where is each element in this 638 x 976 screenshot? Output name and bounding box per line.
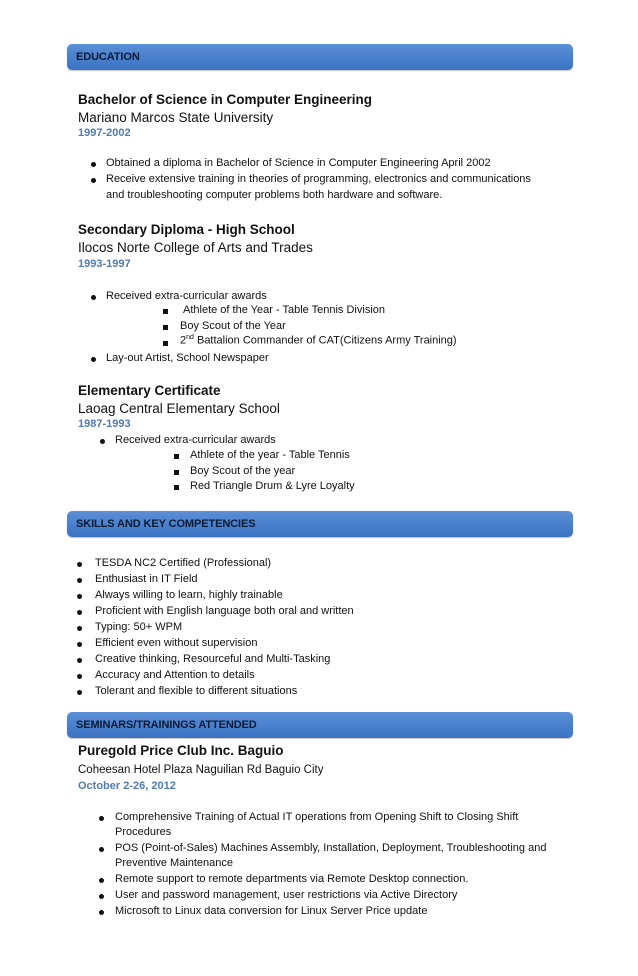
bullet-icon xyxy=(100,439,105,444)
bullet-icon xyxy=(77,578,82,583)
bullet-icon xyxy=(77,658,82,663)
list-item: Obtained a diploma in Bachelor of Science in Computer Engineering April 2002 xyxy=(106,157,491,169)
square-bullet-icon xyxy=(163,341,168,346)
bullet-icon xyxy=(77,562,82,567)
square-bullet-icon xyxy=(174,485,179,490)
award-item: Red Triangle Drum & Lyre Loyalty xyxy=(190,480,355,492)
bullet-icon xyxy=(77,674,82,679)
institution-name: Mariano Marcos State University xyxy=(78,110,274,125)
skill-item: Efficient even without supervision xyxy=(95,637,258,649)
bullet-icon xyxy=(99,894,104,899)
institution-name: Laoag Central Elementary School xyxy=(78,401,280,416)
seminar-date: October 2-26, 2012 xyxy=(78,780,176,792)
seminar-title: Puregold Price Club Inc. Baguio xyxy=(78,743,284,758)
seminars-section-header: SEMINARS/TRAININGS ATTENDED xyxy=(67,712,573,738)
bullet-icon xyxy=(77,626,82,631)
bullet-icon xyxy=(91,357,96,362)
award-item: Boy Scout of the year xyxy=(190,465,296,477)
education-section-header: EDUCATION xyxy=(67,44,573,70)
list-item-continuation: Preventive Maintenance xyxy=(115,857,234,869)
list-item: Comprehensive Training of Actual IT operations from Opening Shift to Closing Shift xyxy=(115,811,519,823)
skill-item: Proficient with English language both oral and written xyxy=(95,605,354,617)
bullet-icon xyxy=(77,642,82,647)
skill-item: TESDA NC2 Certified (Professional) xyxy=(95,557,272,569)
list-item: Receive extensive training in theories of programming, electronics and communications xyxy=(106,173,531,185)
degree-title: Bachelor of Science in Computer Engineering xyxy=(78,92,373,107)
bullet-icon xyxy=(77,610,82,615)
list-item: Received extra-curricular awards xyxy=(115,434,276,446)
bullet-icon xyxy=(77,594,82,599)
list-item: Microsoft to Linux data conversion for Linux Server Price update xyxy=(115,905,428,917)
skill-item: Always willing to learn, highly trainable xyxy=(95,589,283,601)
seminar-venue: Coheesan Hotel Plaza Naguilian Rd Baguio City xyxy=(78,764,324,776)
bullet-icon xyxy=(91,295,96,300)
award-item: Boy Scout of the Year xyxy=(180,320,286,332)
bullet-icon xyxy=(91,162,96,167)
list-item: User and password management, user restrictions via Active Directory xyxy=(115,889,458,901)
skill-item: Creative thinking, Resourceful and Multi-Tasking xyxy=(95,653,331,665)
skill-item: Tolerant and flexible to different situations xyxy=(95,685,298,697)
date-range: 1997-2002 xyxy=(78,127,131,139)
list-item-continuation: and troubleshooting computer problems both hardware and software. xyxy=(106,189,443,201)
square-bullet-icon xyxy=(174,470,179,475)
list-item: Remote support to remote departments via Remote Desktop connection. xyxy=(115,873,469,885)
skill-item: Typing: 50+ WPM xyxy=(95,621,183,633)
award-item: Athlete of the Year - Table Tennis Division xyxy=(183,304,386,316)
institution-name: Ilocos Norte College of Arts and Trades xyxy=(78,240,313,255)
skill-item: Enthusiast in IT Field xyxy=(95,573,198,585)
degree-title: Elementary Certificate xyxy=(78,383,221,398)
date-range: 1993-1997 xyxy=(78,258,131,270)
award-item: Athlete of the year - Table Tennis xyxy=(190,449,350,461)
bullet-icon xyxy=(99,878,104,883)
list-item: Lay-out Artist, School Newspaper xyxy=(106,352,269,364)
list-item-continuation: Procedures xyxy=(115,826,172,838)
square-bullet-icon xyxy=(163,325,168,330)
bullet-icon xyxy=(99,816,104,821)
skills-section-header: SKILLS AND KEY COMPETENCIES xyxy=(67,511,573,537)
bullet-icon xyxy=(99,910,104,915)
skill-item: Accuracy and Attention to details xyxy=(95,669,255,681)
square-bullet-icon xyxy=(174,454,179,459)
list-item: Received extra-curricular awards xyxy=(106,290,267,302)
square-bullet-icon xyxy=(163,309,168,314)
degree-title: Secondary Diploma - High School xyxy=(78,222,295,237)
bullet-icon xyxy=(77,690,82,695)
bullet-icon xyxy=(91,178,96,183)
award-item: 2nd Battalion Commander of CAT(Citizens Army Training) xyxy=(180,334,457,347)
date-range: 1987-1993 xyxy=(78,418,131,430)
list-item: POS (Point-of-Sales) Machines Assembly, Installation, Deployment, Troubleshooting and xyxy=(115,842,547,854)
bullet-icon xyxy=(99,847,104,852)
